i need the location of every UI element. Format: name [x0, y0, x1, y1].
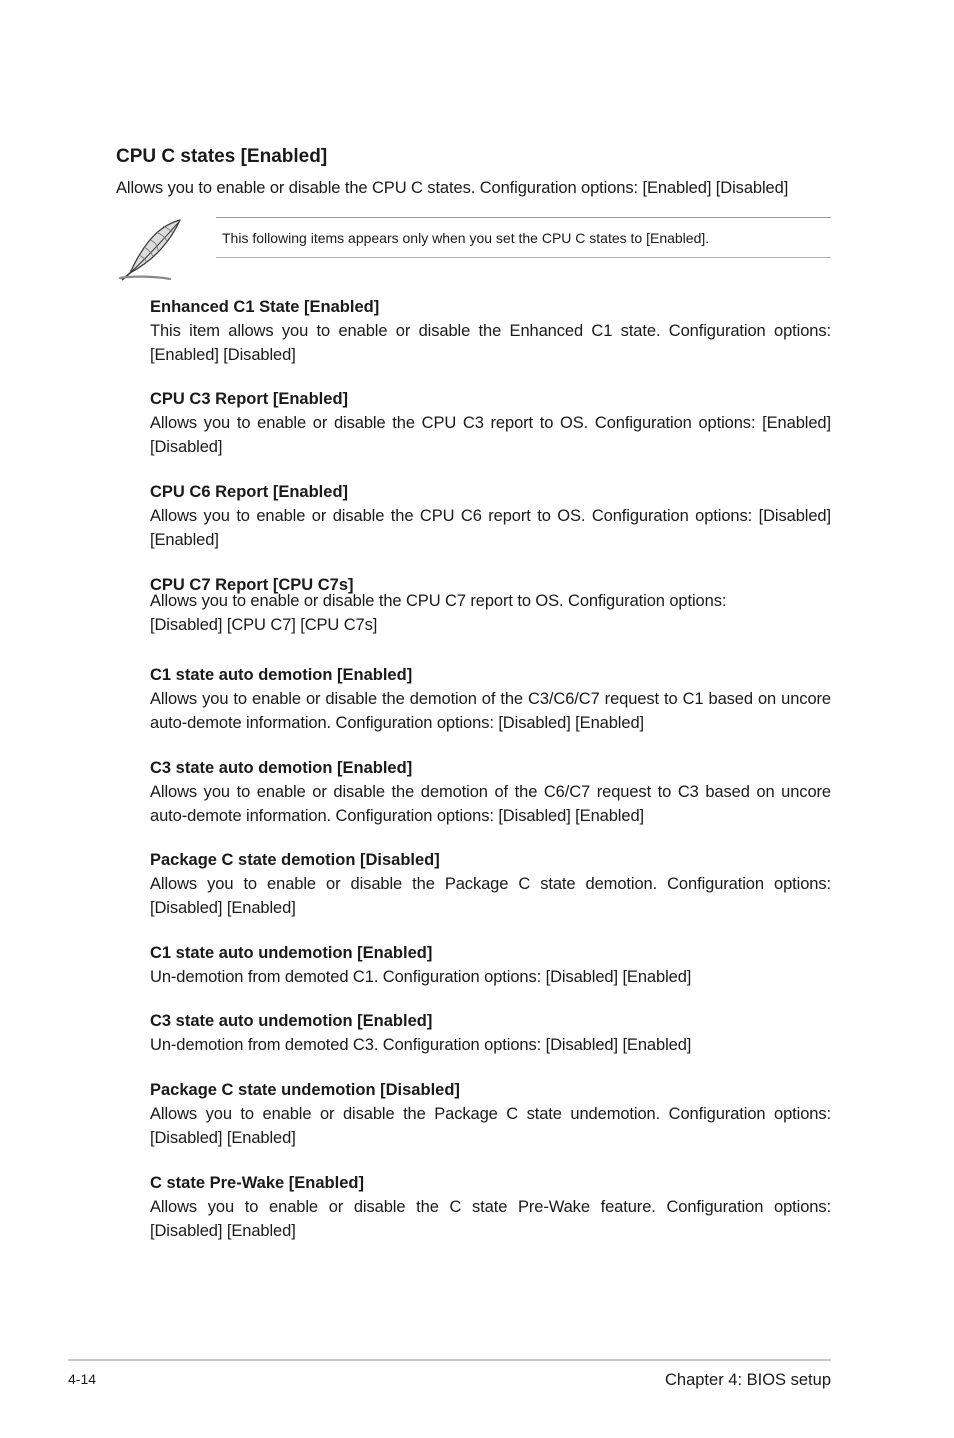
page-number: 4-14: [68, 1371, 97, 1387]
item-title: C1 state auto undemotion [Enabled]: [150, 944, 433, 962]
item-c-state-pre-wake: [150, 1171, 831, 1243]
item-enhanced-c1-state: [150, 295, 831, 367]
item-title: CPU C6 Report [Enabled]: [150, 483, 349, 501]
item-title: C1 state auto demotion [Enabled]: [150, 666, 413, 684]
item-title: C state Pre-Wake [Enabled]: [150, 1174, 364, 1192]
item-c1-state-auto-demotion: [150, 663, 831, 735]
item-cpu-c7-report: [150, 573, 790, 637]
item-cpu-c6-report: [150, 480, 831, 552]
quill-pen-icon: [114, 216, 186, 282]
section-description: Allows you to enable or disable the CPU C states. Configuration options: [Enabled] [Disabled]: [116, 179, 789, 197]
item-description: Allows you to enable or disable the C state Pre-Wake feature. Configuration options: [Disabled] [Enabled]: [150, 1198, 831, 1240]
item-cpu-c3-report: [150, 387, 831, 459]
note-top-divider: [216, 217, 831, 218]
item-package-c-state-undemotion: [150, 1078, 831, 1150]
item-description: Allows you to enable or disable the CPU C3 report to OS. Configuration options: [Enabled] [Disabled]: [150, 414, 831, 456]
item-description: Un-demotion from demoted C3. Configuration options: [Disabled] [Enabled]: [150, 1036, 692, 1054]
item-title: Package C state undemotion [Disabled]: [150, 1081, 460, 1099]
item-title: C3 state auto demotion [Enabled]: [150, 759, 413, 777]
item-description: This item allows you to enable or disable the Enhanced C1 state. Configuration options: [Enabled] [Disabled]: [150, 322, 831, 364]
note-bottom-divider: [216, 257, 831, 258]
item-package-c-state-demotion: [150, 848, 831, 920]
item-c3-state-auto-undemotion: [150, 1009, 831, 1057]
chapter-label: Chapter 4: BIOS setup: [664, 1371, 831, 1389]
item-description: Allows you to enable or disable the Package C state demotion. Configuration options: [Disabled] [Enabled]: [150, 875, 831, 917]
item-description: Un-demotion from demoted C1. Configuration options: [Disabled] [Enabled]: [150, 968, 692, 986]
item-description: Allows you to enable or disable the CPU C6 report to OS. Configuration options: [Disabled] [Enabled]: [150, 507, 831, 549]
item-description: Allows you to enable or disable the Package C state undemotion. Configuration options: [Disabled] [Enabled]: [150, 1105, 831, 1147]
item-title: CPU C7 Report [CPU C7s]: [150, 576, 354, 594]
item-title: Enhanced C1 State [Enabled]: [150, 298, 380, 316]
note-text: This following items appears only when you set the CPU C states to [Enabled].: [222, 230, 710, 246]
item-description: Allows you to enable or disable the demotion of the C3/C6/C7 request to C1 based on uncore auto-demote information. Configuration options: [Disabled] [Enabled]: [150, 690, 831, 732]
footer-divider: [68, 1359, 831, 1361]
item-title: C3 state auto undemotion [Enabled]: [150, 1012, 433, 1030]
item-title: CPU C3 Report [Enabled]: [150, 390, 349, 408]
item-title: Package C state demotion [Disabled]: [150, 851, 440, 869]
item-c3-state-auto-demotion: [150, 756, 831, 828]
item-description: Allows you to enable or disable the CPU C7 report to OS. Configuration options: [Disabled] [CPU C7] [CPU C7s]: [150, 592, 727, 634]
item-c1-state-auto-undemotion: [150, 941, 831, 989]
item-description: Allows you to enable or disable the demotion of the C6/C7 request to C3 based on uncore auto-demote information. Configuration options: [Disabled] [Enabled]: [150, 783, 831, 825]
section-title: CPU C states [Enabled]: [116, 146, 328, 167]
